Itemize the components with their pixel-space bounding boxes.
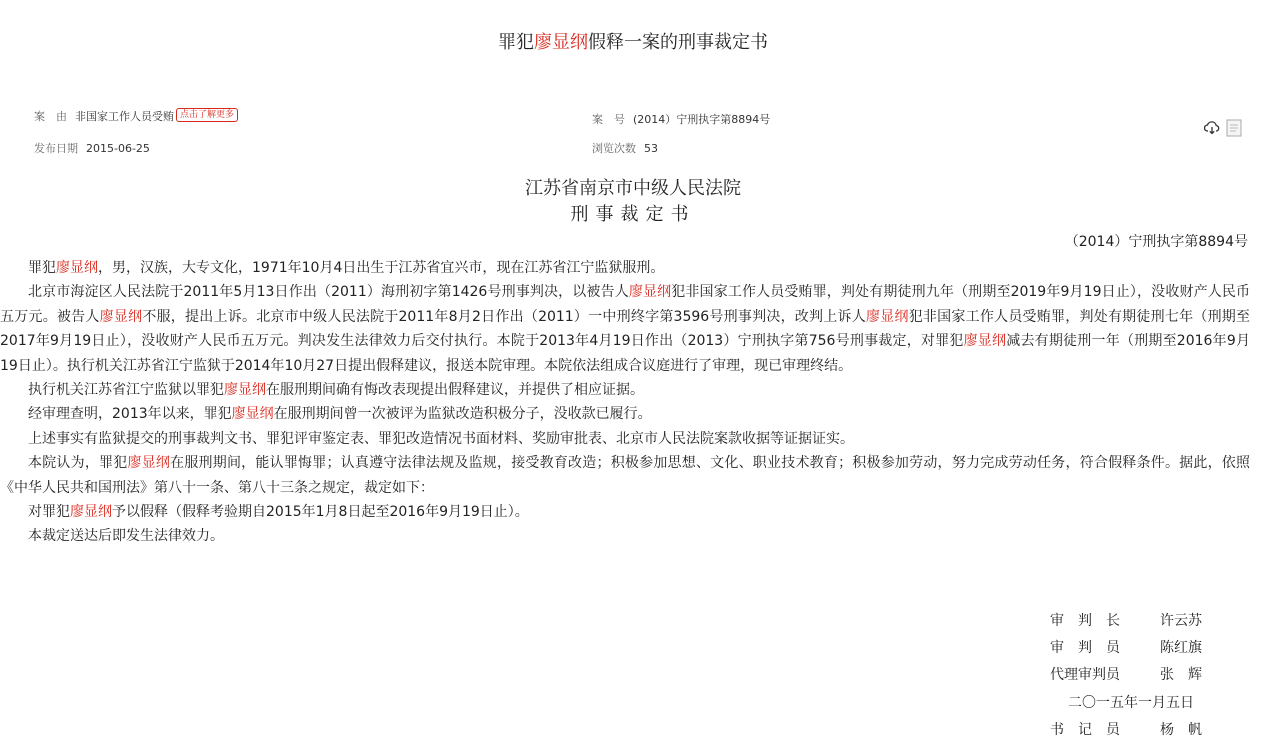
- paragraph-7: [0, 500, 1250, 524]
- meta-view-count: [592, 140, 658, 156]
- text-span: 犯非国家工作人员受贿罪，判处有期徒刑九年（刑期至2019年9月19日止），没收财产人民币五万元。被告人: [0, 284, 1251, 325]
- publish-date-label: 发布日期: [34, 142, 78, 155]
- document-number: （2014）宁刑执字第8894号: [1064, 234, 1248, 250]
- text-span: 予以假释（假释考验期自2015年1月8日起至2016年9月19日止）。: [112, 504, 529, 521]
- signature-name: 陈红旗: [1160, 640, 1202, 656]
- paragraph-1: [0, 256, 1250, 280]
- text-span: 对罪犯: [28, 504, 70, 521]
- highlight-name[interactable]: 廖显纲: [99, 308, 143, 325]
- signature-name: 许云苏: [1160, 613, 1202, 629]
- title-prefix: 罪犯: [498, 32, 534, 53]
- page-title: [0, 28, 1266, 54]
- cloud-download-icon[interactable]: [1203, 119, 1221, 137]
- learn-more-link[interactable]: 点击了解更多: [176, 108, 238, 122]
- case-number-value: (2014）宁刑执字第8894号: [633, 113, 771, 126]
- signature-role: 审 判 员: [1050, 640, 1120, 656]
- paragraph-5: 上述事实有监狱提交的刑事裁判文书、罪犯评审鉴定表、罪犯改造情况书面材料、奖励审批表、北京市人民法院案款收据等证据证实。: [28, 430, 854, 447]
- title-highlight-name[interactable]: 廖显纲: [534, 32, 588, 53]
- text-span: 在服刑期间曾一次被评为监狱改造积极分子，没收款已履行。: [273, 406, 652, 423]
- highlight-name[interactable]: 廖显纲: [865, 308, 909, 325]
- text-span: ，男，汉族，大专文化，1971年10月4日出生于江苏省宜兴市，现在江苏省江宁监狱服刑。: [98, 260, 665, 276]
- signature-name: 张 辉: [1160, 667, 1202, 683]
- signature-date: 二〇一五年一月五日: [1068, 695, 1194, 711]
- highlight-name[interactable]: 廖显纲: [224, 382, 266, 399]
- text-span: 执行机关江苏省江宁监狱以罪犯: [28, 382, 224, 399]
- highlight-name[interactable]: 廖显纲: [70, 504, 112, 521]
- meta-publish-date: [34, 140, 150, 156]
- signature-role: 审 判 长: [1050, 613, 1120, 629]
- view-count-label: 浏览次数: [592, 142, 636, 155]
- publish-date-value: 2015-06-25: [86, 142, 150, 155]
- text-span: 不服，提出上诉。北京市中级人民法院于2011年8月2日作出（2011）一中刑终字第3596号刑事判决，改判上诉人: [142, 308, 866, 325]
- signature-role: 代理审判员: [1050, 667, 1120, 683]
- signature-judge: [1050, 637, 1202, 657]
- ruling-body: [0, 256, 1250, 549]
- case-reason-label: 案 由: [34, 110, 67, 123]
- text-span: 罪犯: [28, 260, 56, 276]
- signature-presiding-judge: [1050, 610, 1202, 630]
- signature-clerk: [1050, 719, 1202, 739]
- paragraph-2: [0, 280, 1250, 378]
- highlight-name[interactable]: 廖显纲: [127, 455, 171, 472]
- text-span: 经审理查明，2013年以来，罪犯: [28, 406, 232, 423]
- title-suffix: 假释一案的刑事裁定书: [588, 32, 768, 53]
- view-count-value: 53: [644, 142, 658, 155]
- document-icon[interactable]: [1225, 119, 1243, 137]
- text-span: 本院认为，罪犯: [28, 455, 128, 472]
- highlight-name[interactable]: 廖显纲: [628, 284, 672, 301]
- signature-name: 杨 帆: [1160, 722, 1202, 738]
- text-span: 北京市海淀区人民法院于2011年5月13日作出（2011）海刑初字第1426号刑事判决，以被告人: [28, 284, 629, 301]
- signature-role: 书 记 员: [1050, 722, 1120, 738]
- text-span: 犯非国家工作人员受贿罪，判处有期徒刑七年（刑期至2017年9月19日止），没收财产人民币五万元。判决发生法律效力后交付执行。本院于2013年4月19日作出（2013）宁刑执字第756号刑事裁定，对罪犯: [0, 308, 1251, 350]
- paragraph-3: [0, 378, 1250, 402]
- text-span: 在服刑期间，能认罪悔罪；认真遵守法律法规及监规，接受教育改造；积极参加思想、文化、职业技术教育；积极参加劳动，努力完成劳动任务，符合假释条件。据此，依照《中华人民共和国刑法》第八十一条、第八十三条之规定，裁定如下：: [0, 455, 1251, 496]
- highlight-name[interactable]: 廖显纲: [963, 333, 1007, 350]
- case-number-label: 案 号: [592, 113, 625, 126]
- meta-case-reason: [34, 108, 238, 124]
- court-name: 江苏省南京市中级人民法院: [525, 178, 741, 199]
- document-type: 刑事裁定书: [570, 204, 696, 225]
- highlight-name[interactable]: 廖显纲: [56, 260, 98, 276]
- text-span: 减去有期徒刑一年（刑期至2016年9月19日止）。执行机关江苏省江宁监狱于2014年10月27日提出假释建议，报送本院审理。本院依法组成合议庭进行了审理，现已审理终结。: [0, 333, 1250, 374]
- signature-acting-judge: [1050, 664, 1202, 684]
- highlight-name[interactable]: 廖显纲: [231, 406, 274, 423]
- paragraph-6: [0, 451, 1250, 500]
- paragraph-8: 本裁定送达后即发生法律效力。: [28, 528, 224, 545]
- meta-case-number: [592, 111, 770, 127]
- toolbar: [1203, 119, 1243, 137]
- paragraph-4: [0, 402, 1250, 426]
- text-span: 在服刑期间确有悔改表现提出假释建议，并提供了相应证据。: [266, 382, 644, 399]
- case-reason-value: 非国家工作人员受贿: [75, 110, 174, 123]
